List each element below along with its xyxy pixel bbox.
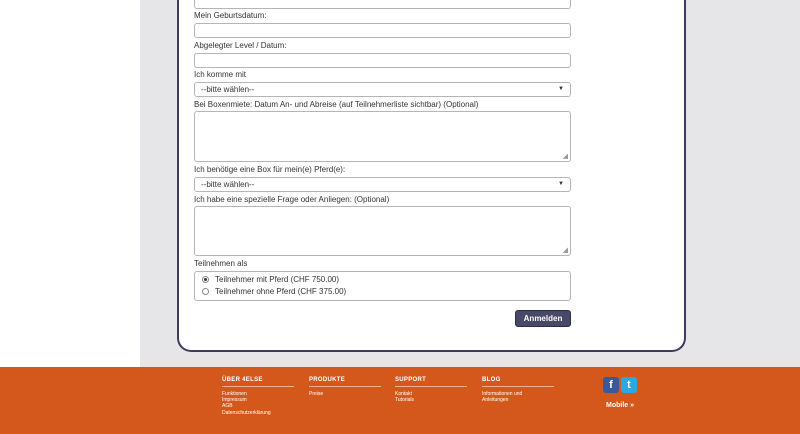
footer-column-about (222, 377, 294, 416)
mobile-link[interactable]: Mobile » (606, 402, 635, 409)
footer-link[interactable]: Impressum (222, 397, 247, 404)
footer-link[interactable]: Datenschutzerklärung (222, 409, 271, 416)
dropdown-arrow-icon: ▼ (558, 181, 564, 187)
footer-heading: BLOG (482, 377, 554, 387)
resize-grip-icon[interactable]: ◢ (562, 247, 568, 254)
twitter-icon[interactable]: t (621, 377, 637, 393)
page-background-left (0, 0, 140, 367)
birthdate-input[interactable] (194, 23, 571, 38)
box-rent-label: Bei Boxenmiete: Datum An- und Abreise (auf Teilnehmerliste sichtbar) (Optional) (194, 100, 479, 109)
footer-link[interactable]: Anleitungen (482, 397, 509, 404)
coming-with-select[interactable] (194, 82, 571, 97)
radio-option-with-horse[interactable] (202, 275, 339, 284)
footer-link[interactable]: AGB (222, 403, 233, 410)
footer-link[interactable]: Tutorials (395, 397, 414, 404)
footer-column-blog (482, 377, 554, 403)
need-box-select[interactable] (194, 177, 571, 192)
question-textarea[interactable] (194, 206, 571, 256)
submit-button[interactable]: Anmelden (515, 310, 571, 327)
footer-column-products (309, 377, 381, 397)
coming-with-label: Ich komme mit (194, 70, 247, 79)
footer-heading: SUPPORT (395, 377, 467, 387)
level-input[interactable] (194, 53, 571, 68)
coming-with-value: --bitte wählen-- (201, 85, 255, 94)
participate-label: Teilnehmen als (194, 259, 248, 268)
previous-input-field[interactable] (194, 0, 571, 9)
footer-column-support (395, 377, 467, 403)
radio-option-without-horse[interactable] (202, 287, 346, 296)
footer-link[interactable]: Preise (309, 391, 324, 397)
dropdown-arrow-icon: ▼ (558, 86, 564, 92)
footer-link[interactable]: Kontakt (395, 391, 412, 397)
footer-heading: ÜBER 4ELSE (222, 377, 294, 387)
level-label: Abgelegter Level / Datum: (194, 41, 287, 50)
radio-option-label: Teilnehmer ohne Pferd (CHF 375.00) (215, 287, 347, 296)
social-links (603, 377, 637, 393)
resize-grip-icon[interactable]: ◢ (562, 153, 568, 160)
radio-button-selected[interactable] (202, 276, 209, 283)
radio-option-label: Teilnehmer mit Pferd (CHF 750.00) (215, 275, 340, 284)
box-rent-textarea[interactable] (194, 111, 571, 162)
footer-heading: PRODUKTE (309, 377, 381, 387)
need-box-label: Ich benötige eine Box für mein(e) Pferd(e): (194, 165, 346, 174)
facebook-icon[interactable]: f (603, 377, 619, 393)
footer-link[interactable]: Informationen und (482, 391, 523, 397)
radio-button[interactable] (202, 288, 209, 295)
need-box-value: --bitte wählen-- (201, 180, 255, 189)
question-label: Ich habe eine spezielle Frage oder Anliegen: (Optional) (194, 195, 390, 204)
birthdate-label: Mein Geburtsdatum: (194, 11, 267, 20)
footer-link[interactable]: Funktionen (222, 391, 247, 397)
participate-radio-group (194, 271, 571, 301)
